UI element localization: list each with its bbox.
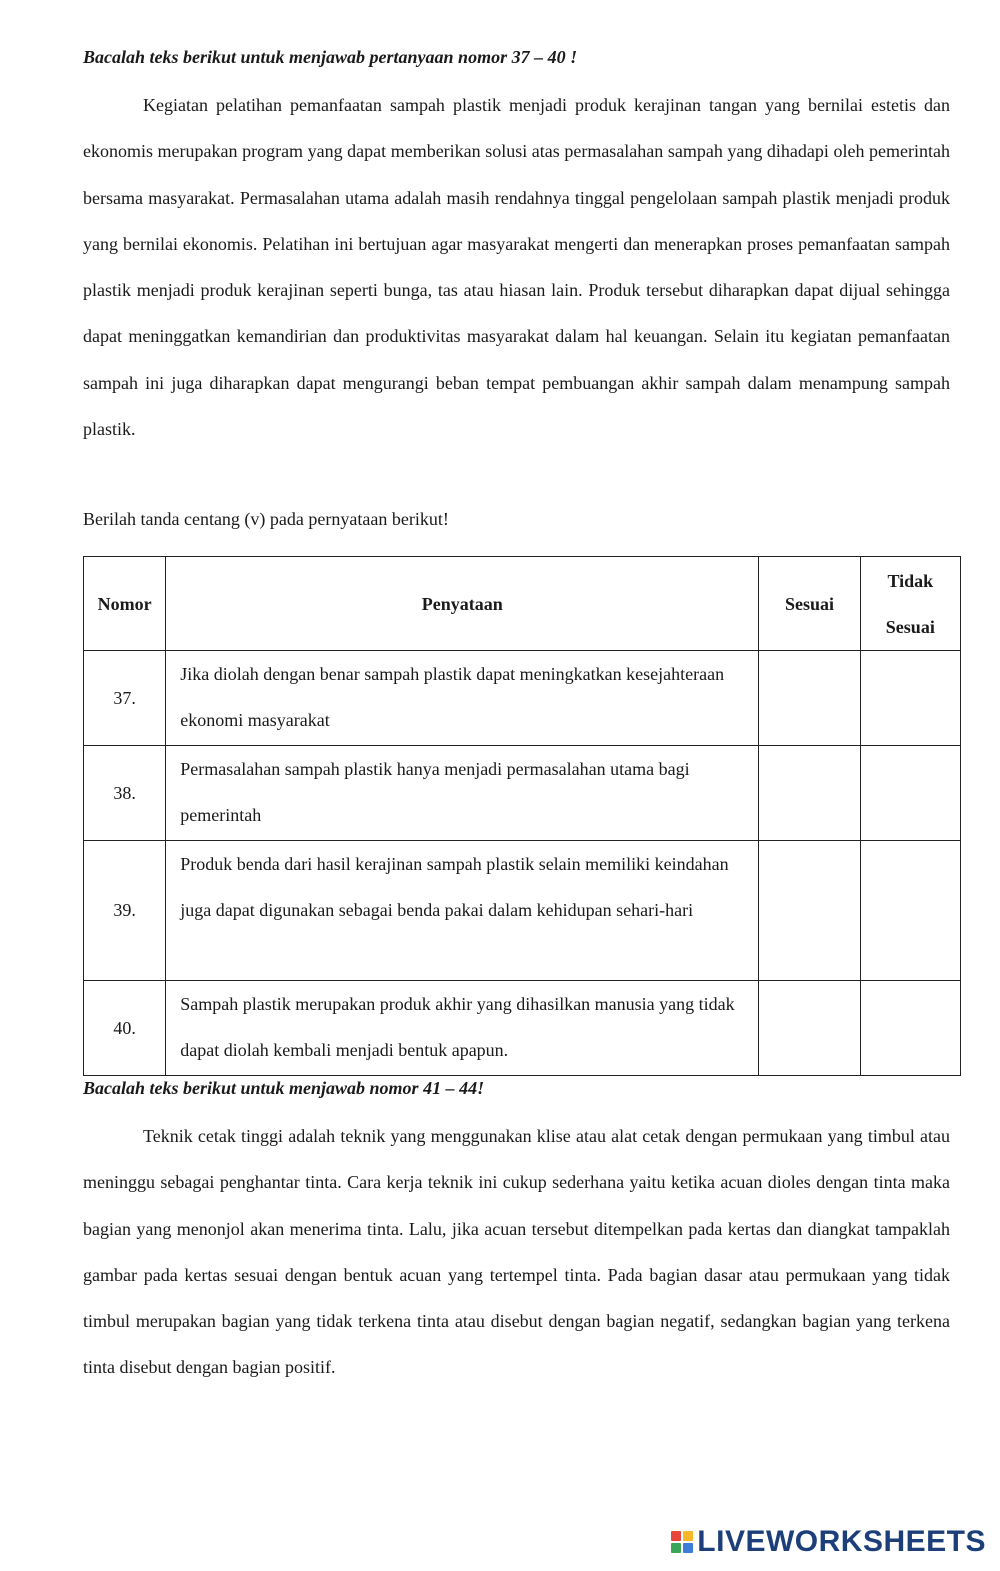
statement-table [83,556,961,1076]
logo-square [683,1543,693,1553]
header-agree: Sesuai [759,557,860,651]
header-number: Nomor [84,557,166,651]
logo-grid-icon [671,1531,693,1553]
row-statement: Permasalahan sampah plastik hanya menjadi permasalahan utama bagi pemerintah [166,746,759,841]
row-number: 37. [84,651,166,746]
section1-heading: Bacalah teks berikut untuk menjawab pertanyaan nomor 37 – 40 ! [83,47,578,67]
logo-square [683,1531,693,1541]
table-instruction: Berilah tanda centang (v) pada pernyataan berikut! [83,509,449,529]
agree-checkbox-cell[interactable] [759,651,860,746]
header-disagree [860,557,960,651]
logo-text: LIVEWORKSHEETS [697,1525,986,1558]
agree-checkbox-cell[interactable] [759,981,860,1076]
table-row [84,651,961,746]
section2-paragraph: Teknik cetak tinggi adalah teknik yang menggunakan klise atau alat cetak dengan permukaan yang timbul atau meninggu sebagai penghantar tinta. Cara kerja teknik ini cukup sederhana yaitu ketika acuan dioles dengan tinta maka bagian yang menonjol akan menerima tinta. Lalu, jika acuan tersebut ditempelkan pada kertas dan diangkat tampaklah gambar pada kertas sesuai dengan bentuk acuan yang tertempel tinta. Pada bagian dasar atau permukaan yang tidak timbul merupakan bagian yang tidak terkena tinta atau disebut dengan bagian negatif, sedangkan bagian yang terkena tinta disebut dengan bagian positif. [83,1126,950,1378]
row-statement: Jika diolah dengan benar sampah plastik dapat meningkatkan kesejahteraan ekonomi masyarakat [166,651,759,746]
disagree-checkbox-cell[interactable] [860,746,960,841]
logo-square [671,1531,681,1541]
table-row [84,841,961,981]
header-statement: Penyataan [166,557,759,651]
row-number: 40. [84,981,166,1076]
row-statement: Sampah plastik merupakan produk akhir yang dihasilkan manusia yang tidak dapat diolah kembali menjadi bentuk apapun. [166,981,759,1076]
disagree-checkbox-cell[interactable] [860,841,960,981]
table-row [84,746,961,841]
liveworksheets-logo [671,1525,986,1559]
table-header-row [84,557,961,651]
table-row [84,981,961,1076]
header-disagree-line1: Tidak [887,570,934,591]
logo-square [671,1543,681,1553]
row-statement: Produk benda dari hasil kerajinan sampah plastik selain memiliki keindahan juga dapat digunakan sebagai benda pakai dalam kehidupan sehari-hari [166,841,759,981]
agree-checkbox-cell[interactable] [759,841,860,981]
header-disagree-line2: Sesuai [885,616,935,637]
section2-heading: Bacalah teks berikut untuk menjawab nomor 41 – 44! [83,1078,485,1098]
disagree-checkbox-cell[interactable] [860,981,960,1076]
row-number: 38. [84,746,166,841]
agree-checkbox-cell[interactable] [759,746,860,841]
row-number: 39. [84,841,166,981]
section1-paragraph: Kegiatan pelatihan pemanfaatan sampah plastik menjadi produk kerajinan tangan yang bernilai estetis dan ekonomis merupakan program yang dapat memberikan solusi atas permasalahan sampah yang dihadapi oleh pemerintah bersama masyarakat. Permasalahan utama adalah masih rendahnya tinggal pengelolaan sampah plastik menjadi produk yang bernilai ekonomis. Pelatihan ini bertujuan agar masyarakat mengerti dan menerapkan proses pemanfaatan sampah plastik menjadi produk kerajinan seperti bunga, tas atau hiasan lain. Produk tersebut diharapkan dapat dijual sehingga dapat meninggatkan kemandirian dan produktivitas masyarakat dalam hal keuangan. Selain itu kegiatan pemanfaatan sampah ini juga diharapkan dapat mengurangi beban tempat pembuangan akhir sampah dalam menampung sampah plastik. [83,95,950,440]
disagree-checkbox-cell[interactable] [860,651,960,746]
